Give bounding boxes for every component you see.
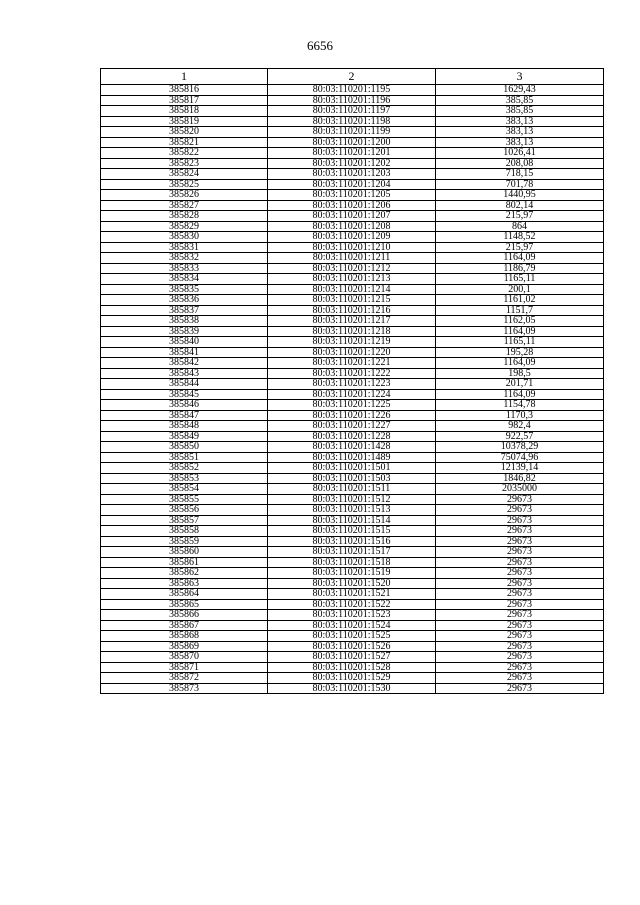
table-row bbox=[101, 326, 604, 337]
cadastral-number-cell: 80:03:110201:1522 bbox=[268, 599, 436, 610]
cadastral-number-cell: 80:03:110201:1207 bbox=[268, 211, 436, 222]
row-number-cell: 385857 bbox=[101, 515, 268, 526]
cadastral-number-cell: 80:03:110201:1214 bbox=[268, 284, 436, 295]
table-row bbox=[101, 200, 604, 211]
value-cell: 383,13 bbox=[436, 137, 604, 148]
value-cell: 29673 bbox=[436, 494, 604, 505]
cadastral-number-cell: 80:03:110201:1215 bbox=[268, 295, 436, 306]
cadastral-number-cell: 80:03:110201:1503 bbox=[268, 473, 436, 484]
value-cell: 29673 bbox=[436, 599, 604, 610]
value-cell: 195,28 bbox=[436, 347, 604, 358]
page-number: 6656 bbox=[307, 38, 333, 53]
cadastral-number-cell: 80:03:110201:1223 bbox=[268, 379, 436, 390]
row-number-cell: 385844 bbox=[101, 379, 268, 390]
table-row bbox=[101, 442, 604, 453]
table-row bbox=[101, 263, 604, 274]
row-number-cell: 385849 bbox=[101, 431, 268, 442]
value-cell: 1151,7 bbox=[436, 305, 604, 316]
table-row bbox=[101, 557, 604, 568]
table-row bbox=[101, 484, 604, 495]
row-number-cell: 385856 bbox=[101, 505, 268, 516]
value-cell: 1026,41 bbox=[436, 148, 604, 159]
row-number-cell: 385858 bbox=[101, 526, 268, 537]
cadastral-number-cell: 80:03:110201:1208 bbox=[268, 221, 436, 232]
row-number-cell: 385853 bbox=[101, 473, 268, 484]
cadastral-number-cell: 80:03:110201:1216 bbox=[268, 305, 436, 316]
row-number-cell: 385826 bbox=[101, 190, 268, 201]
row-number-cell: 385832 bbox=[101, 253, 268, 264]
table-header bbox=[101, 69, 604, 85]
value-cell: 383,13 bbox=[436, 116, 604, 127]
row-number-cell: 385863 bbox=[101, 578, 268, 589]
table-row bbox=[101, 116, 604, 127]
table-row bbox=[101, 127, 604, 138]
row-number-cell: 385872 bbox=[101, 673, 268, 684]
value-cell: 2035000 bbox=[436, 484, 604, 495]
table-row bbox=[101, 232, 604, 243]
cadastral-number-cell: 80:03:110201:1517 bbox=[268, 547, 436, 558]
cadastral-number-cell: 80:03:110201:1195 bbox=[268, 85, 436, 96]
cadastral-number-cell: 80:03:110201:1209 bbox=[268, 232, 436, 243]
table-row bbox=[101, 379, 604, 390]
cadastral-number-cell: 80:03:110201:1519 bbox=[268, 568, 436, 579]
row-number-cell: 385862 bbox=[101, 568, 268, 579]
value-cell: 29673 bbox=[436, 557, 604, 568]
value-cell: 29673 bbox=[436, 505, 604, 516]
value-cell: 200,1 bbox=[436, 284, 604, 295]
value-cell: 29673 bbox=[436, 578, 604, 589]
table-row bbox=[101, 305, 604, 316]
cadastral-number-cell: 80:03:110201:1196 bbox=[268, 95, 436, 106]
table-row bbox=[101, 610, 604, 621]
table-row bbox=[101, 190, 604, 201]
table-row bbox=[101, 683, 604, 694]
cadastral-number-cell: 80:03:110201:1518 bbox=[268, 557, 436, 568]
table-row bbox=[101, 295, 604, 306]
cadastral-number-cell: 80:03:110201:1197 bbox=[268, 106, 436, 117]
table-row bbox=[101, 368, 604, 379]
cadastral-number-cell: 80:03:110201:1527 bbox=[268, 652, 436, 663]
cadastral-number-cell: 80:03:110201:1428 bbox=[268, 442, 436, 453]
row-number-cell: 385854 bbox=[101, 484, 268, 495]
header-row bbox=[101, 69, 604, 85]
row-number-cell: 385828 bbox=[101, 211, 268, 222]
row-number-cell: 385859 bbox=[101, 536, 268, 547]
row-number-cell: 385865 bbox=[101, 599, 268, 610]
cadastral-number-cell: 80:03:110201:1222 bbox=[268, 368, 436, 379]
column-header-3: 3 bbox=[436, 69, 604, 85]
row-number-cell: 385847 bbox=[101, 410, 268, 421]
value-cell: 1186,79 bbox=[436, 263, 604, 274]
value-cell: 29673 bbox=[436, 547, 604, 558]
column-header-1: 1 bbox=[101, 69, 268, 85]
row-number-cell: 385822 bbox=[101, 148, 268, 159]
value-cell: 802,14 bbox=[436, 200, 604, 211]
value-cell: 208,08 bbox=[436, 158, 604, 169]
table-row bbox=[101, 400, 604, 411]
value-cell: 922,57 bbox=[436, 431, 604, 442]
value-cell: 201,71 bbox=[436, 379, 604, 390]
value-cell: 701,78 bbox=[436, 179, 604, 190]
row-number-cell: 385869 bbox=[101, 641, 268, 652]
cadastral-number-cell: 80:03:110201:1228 bbox=[268, 431, 436, 442]
row-number-cell: 385831 bbox=[101, 242, 268, 253]
value-cell: 29673 bbox=[436, 536, 604, 547]
cadastral-number-cell: 80:03:110201:1523 bbox=[268, 610, 436, 621]
value-cell: 29673 bbox=[436, 662, 604, 673]
cadastral-number-cell: 80:03:110201:1205 bbox=[268, 190, 436, 201]
table-row bbox=[101, 106, 604, 117]
table-row bbox=[101, 253, 604, 264]
cadastral-number-cell: 80:03:110201:1516 bbox=[268, 536, 436, 547]
table-row bbox=[101, 673, 604, 684]
table-row bbox=[101, 463, 604, 474]
table-row bbox=[101, 536, 604, 547]
table-row bbox=[101, 137, 604, 148]
value-cell: 1154,78 bbox=[436, 400, 604, 411]
cadastral-number-cell: 80:03:110201:1514 bbox=[268, 515, 436, 526]
row-number-cell: 385833 bbox=[101, 263, 268, 274]
row-number-cell: 385829 bbox=[101, 221, 268, 232]
value-cell: 1164,09 bbox=[436, 326, 604, 337]
column-header-2: 2 bbox=[268, 69, 436, 85]
table-row bbox=[101, 547, 604, 558]
cadastral-number-cell: 80:03:110201:1529 bbox=[268, 673, 436, 684]
cadastral-number-cell: 80:03:110201:1218 bbox=[268, 326, 436, 337]
row-number-cell: 385817 bbox=[101, 95, 268, 106]
table-row bbox=[101, 505, 604, 516]
cadastral-number-cell: 80:03:110201:1525 bbox=[268, 631, 436, 642]
value-cell: 10378,29 bbox=[436, 442, 604, 453]
row-number-cell: 385816 bbox=[101, 85, 268, 96]
value-cell: 1165,11 bbox=[436, 337, 604, 348]
value-cell: 1162,05 bbox=[436, 316, 604, 327]
table-row bbox=[101, 589, 604, 600]
table-row bbox=[101, 389, 604, 400]
table-row bbox=[101, 494, 604, 505]
cadastral-number-cell: 80:03:110201:1213 bbox=[268, 274, 436, 285]
cadastral-number-cell: 80:03:110201:1210 bbox=[268, 242, 436, 253]
row-number-cell: 385848 bbox=[101, 421, 268, 432]
table-row bbox=[101, 158, 604, 169]
cadastral-number-cell: 80:03:110201:1528 bbox=[268, 662, 436, 673]
cadastral-number-cell: 80:03:110201:1227 bbox=[268, 421, 436, 432]
row-number-cell: 385845 bbox=[101, 389, 268, 400]
table-row bbox=[101, 568, 604, 579]
table-row bbox=[101, 473, 604, 484]
table-row bbox=[101, 148, 604, 159]
row-number-cell: 385868 bbox=[101, 631, 268, 642]
table-row bbox=[101, 337, 604, 348]
cadastral-number-cell: 80:03:110201:1530 bbox=[268, 683, 436, 694]
row-number-cell: 385841 bbox=[101, 347, 268, 358]
row-number-cell: 385819 bbox=[101, 116, 268, 127]
row-number-cell: 385834 bbox=[101, 274, 268, 285]
row-number-cell: 385842 bbox=[101, 358, 268, 369]
row-number-cell: 385843 bbox=[101, 368, 268, 379]
row-number-cell: 385821 bbox=[101, 137, 268, 148]
table-row bbox=[101, 284, 604, 295]
row-number-cell: 385840 bbox=[101, 337, 268, 348]
table-row bbox=[101, 578, 604, 589]
row-number-cell: 385823 bbox=[101, 158, 268, 169]
value-cell: 29673 bbox=[436, 683, 604, 694]
value-cell: 1846,82 bbox=[436, 473, 604, 484]
value-cell: 215,97 bbox=[436, 242, 604, 253]
row-number-cell: 385850 bbox=[101, 442, 268, 453]
value-cell: 1164,09 bbox=[436, 389, 604, 400]
value-cell: 29673 bbox=[436, 641, 604, 652]
table-row bbox=[101, 95, 604, 106]
table-row bbox=[101, 179, 604, 190]
value-cell: 12139,14 bbox=[436, 463, 604, 474]
cadastral-number-cell: 80:03:110201:1511 bbox=[268, 484, 436, 495]
row-number-cell: 385866 bbox=[101, 610, 268, 621]
value-cell: 385,85 bbox=[436, 106, 604, 117]
row-number-cell: 385855 bbox=[101, 494, 268, 505]
cadastral-number-cell: 80:03:110201:1199 bbox=[268, 127, 436, 138]
value-cell: 215,97 bbox=[436, 211, 604, 222]
row-number-cell: 385864 bbox=[101, 589, 268, 600]
cadastral-number-cell: 80:03:110201:1501 bbox=[268, 463, 436, 474]
table-row bbox=[101, 421, 604, 432]
value-cell: 75074,96 bbox=[436, 452, 604, 463]
value-cell: 982,4 bbox=[436, 421, 604, 432]
value-cell: 198,5 bbox=[436, 368, 604, 379]
table-row bbox=[101, 515, 604, 526]
table-body bbox=[101, 85, 604, 694]
value-cell: 1170,3 bbox=[436, 410, 604, 421]
cadastral-number-cell: 80:03:110201:1515 bbox=[268, 526, 436, 537]
cadastral-number-cell: 80:03:110201:1524 bbox=[268, 620, 436, 631]
table-row bbox=[101, 599, 604, 610]
cadastral-number-cell: 80:03:110201:1211 bbox=[268, 253, 436, 264]
cadastral-number-cell: 80:03:110201:1513 bbox=[268, 505, 436, 516]
row-number-cell: 385867 bbox=[101, 620, 268, 631]
table-row bbox=[101, 169, 604, 180]
table-row bbox=[101, 242, 604, 253]
cadastral-number-cell: 80:03:110201:1526 bbox=[268, 641, 436, 652]
table-row bbox=[101, 641, 604, 652]
cadastral-number-cell: 80:03:110201:1202 bbox=[268, 158, 436, 169]
table-row bbox=[101, 221, 604, 232]
value-cell: 29673 bbox=[436, 589, 604, 600]
value-cell: 1148,52 bbox=[436, 232, 604, 243]
row-number-cell: 385860 bbox=[101, 547, 268, 558]
cadastral-number-cell: 80:03:110201:1521 bbox=[268, 589, 436, 600]
value-cell: 29673 bbox=[436, 568, 604, 579]
table-row bbox=[101, 662, 604, 673]
row-number-cell: 385870 bbox=[101, 652, 268, 663]
table-row bbox=[101, 526, 604, 537]
cadastral-number-cell: 80:03:110201:1220 bbox=[268, 347, 436, 358]
cadastral-number-cell: 80:03:110201:1198 bbox=[268, 116, 436, 127]
row-number-cell: 385835 bbox=[101, 284, 268, 295]
row-number-cell: 385827 bbox=[101, 200, 268, 211]
table-row bbox=[101, 85, 604, 96]
row-number-cell: 385846 bbox=[101, 400, 268, 411]
row-number-cell: 385837 bbox=[101, 305, 268, 316]
value-cell: 29673 bbox=[436, 620, 604, 631]
value-cell: 383,13 bbox=[436, 127, 604, 138]
table-row bbox=[101, 431, 604, 442]
value-cell: 1164,09 bbox=[436, 253, 604, 264]
table-row bbox=[101, 652, 604, 663]
row-number-cell: 385818 bbox=[101, 106, 268, 117]
row-number-cell: 385836 bbox=[101, 295, 268, 306]
row-number-cell: 385873 bbox=[101, 683, 268, 694]
table-row bbox=[101, 211, 604, 222]
value-cell: 29673 bbox=[436, 515, 604, 526]
value-cell: 1165,11 bbox=[436, 274, 604, 285]
cadastral-table bbox=[100, 68, 604, 694]
cadastral-number-cell: 80:03:110201:1206 bbox=[268, 200, 436, 211]
row-number-cell: 385830 bbox=[101, 232, 268, 243]
value-cell: 29673 bbox=[436, 610, 604, 621]
value-cell: 718,15 bbox=[436, 169, 604, 180]
cadastral-number-cell: 80:03:110201:1217 bbox=[268, 316, 436, 327]
cadastral-number-cell: 80:03:110201:1201 bbox=[268, 148, 436, 159]
row-number-cell: 385839 bbox=[101, 326, 268, 337]
row-number-cell: 385838 bbox=[101, 316, 268, 327]
value-cell: 29673 bbox=[436, 631, 604, 642]
row-number-cell: 385851 bbox=[101, 452, 268, 463]
row-number-cell: 385861 bbox=[101, 557, 268, 568]
cadastral-number-cell: 80:03:110201:1204 bbox=[268, 179, 436, 190]
value-cell: 1164,09 bbox=[436, 358, 604, 369]
table-row bbox=[101, 347, 604, 358]
table-row bbox=[101, 410, 604, 421]
row-number-cell: 385820 bbox=[101, 127, 268, 138]
table-row bbox=[101, 631, 604, 642]
row-number-cell: 385825 bbox=[101, 179, 268, 190]
cadastral-number-cell: 80:03:110201:1520 bbox=[268, 578, 436, 589]
value-cell: 1629,43 bbox=[436, 85, 604, 96]
cadastral-number-cell: 80:03:110201:1512 bbox=[268, 494, 436, 505]
value-cell: 864 bbox=[436, 221, 604, 232]
row-number-cell: 385824 bbox=[101, 169, 268, 180]
cadastral-number-cell: 80:03:110201:1200 bbox=[268, 137, 436, 148]
cadastral-number-cell: 80:03:110201:1224 bbox=[268, 389, 436, 400]
row-number-cell: 385871 bbox=[101, 662, 268, 673]
table-row bbox=[101, 316, 604, 327]
cadastral-number-cell: 80:03:110201:1221 bbox=[268, 358, 436, 369]
row-number-cell: 385852 bbox=[101, 463, 268, 474]
cadastral-number-cell: 80:03:110201:1226 bbox=[268, 410, 436, 421]
table-row bbox=[101, 358, 604, 369]
value-cell: 1161,02 bbox=[436, 295, 604, 306]
value-cell: 1440,95 bbox=[436, 190, 604, 201]
value-cell: 29673 bbox=[436, 526, 604, 537]
value-cell: 29673 bbox=[436, 673, 604, 684]
cadastral-number-cell: 80:03:110201:1203 bbox=[268, 169, 436, 180]
cadastral-number-cell: 80:03:110201:1225 bbox=[268, 400, 436, 411]
table-row bbox=[101, 452, 604, 463]
table-row bbox=[101, 274, 604, 285]
cadastral-number-cell: 80:03:110201:1489 bbox=[268, 452, 436, 463]
cadastral-number-cell: 80:03:110201:1212 bbox=[268, 263, 436, 274]
value-cell: 29673 bbox=[436, 652, 604, 663]
value-cell: 385,85 bbox=[436, 95, 604, 106]
table-row bbox=[101, 620, 604, 631]
cadastral-number-cell: 80:03:110201:1219 bbox=[268, 337, 436, 348]
